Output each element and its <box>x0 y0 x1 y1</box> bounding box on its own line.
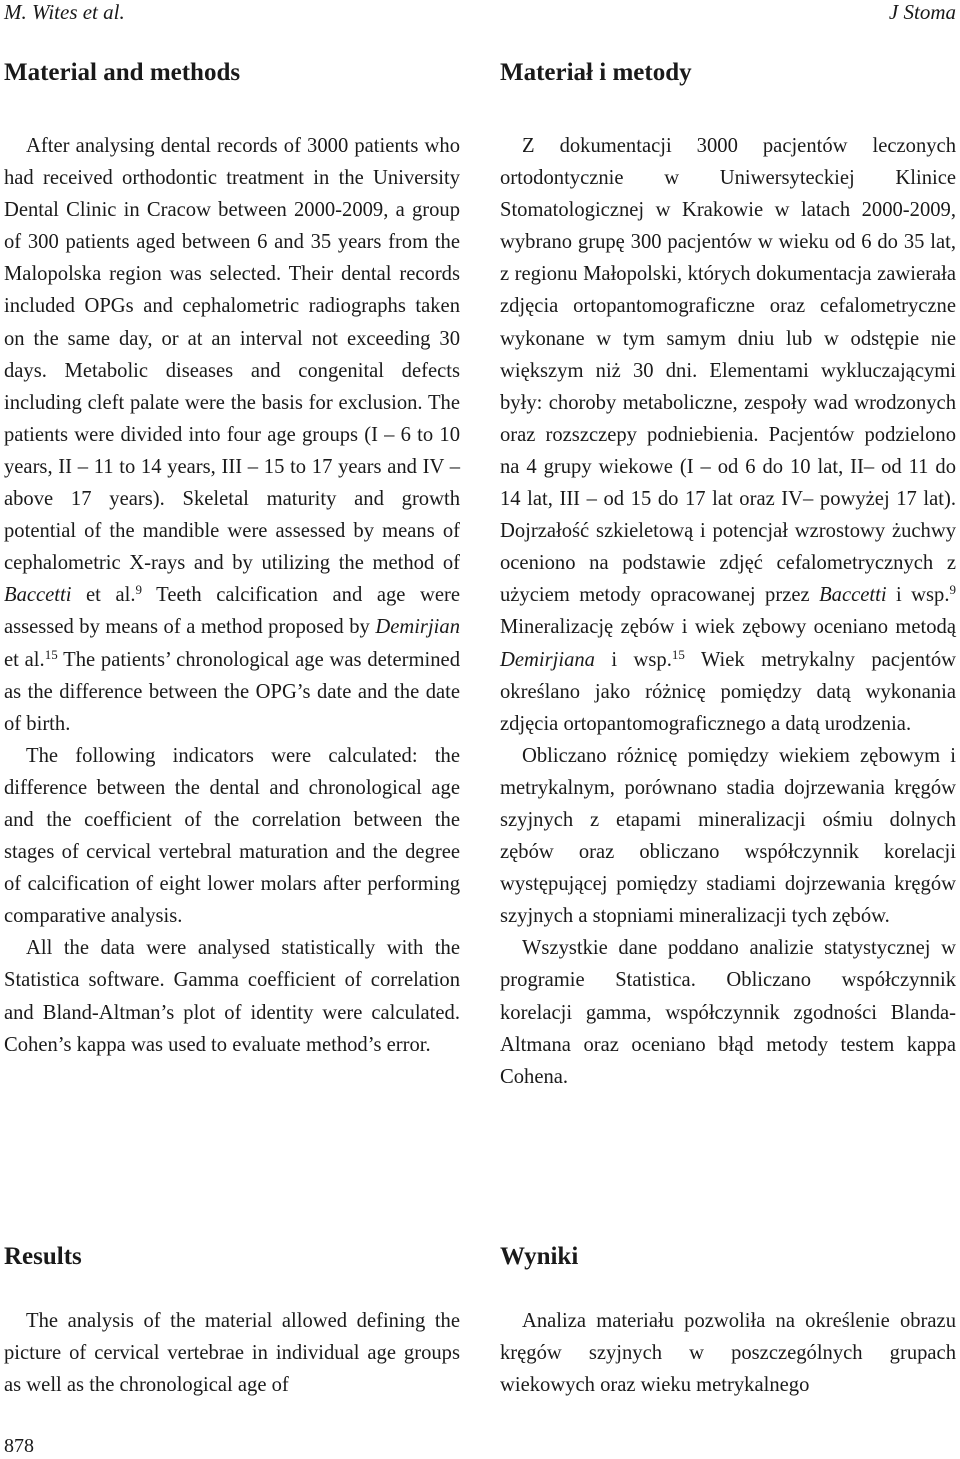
methods-paragraph-1-pl: Z dokumentacji 3000 pacjentów leczonych ortodontycznie w Uniwersyteckiej Klinice Stomatologicznej w Krakowie w latach 2000-2009, wybrano grupę 300 pacjentów w wieku od 6 do 35 lat, z regionu Małopolski, których dokumentacja zawierała zdjęcia ortopantomograficzne oraz cefalometryczne wykonane w tym samym dniu lub w odstępie nie większym niż 30 dni. Elementami wykluczającymi były: choroby metaboliczne, zespoły wad wrodzonych oraz rozszczepy podniebienia. Pacjentów podzielono na 4 grupy wiekowe (I – od 6 do 10 lat, II– od 11 do 14 lat, III – od 15 do 17 lat oraz IV– powyżej 17 lat). Dojrzałość szkieletową i potencjał wzrostowy żuchwy oceniono na podstawie zdjęć cefalometrycznych z użyciem metody opracowanej przez Baccetti i wsp.$^9$ Mineralizację zębów i wiek zębowy oceniano metodą Demirjiana i wsp.$^{15}$ Wiek metrykalny pacjentów określano jako różnicę pomiędzy datą wykonania zdjęcia ortopantomograficznego a datą urodzenia. <box>500 135 956 735</box>
section-heading-results-pl: Wyniki <box>500 1243 579 1270</box>
author-name-italic: Demirjiana <box>500 648 595 671</box>
section-heading-methods-pl: Materiał i metody <box>500 59 692 86</box>
running-header-journal: J Stoma <box>888 0 956 24</box>
methods-paragraph-3-pl: Wszystkie dane poddano analizie statystycznej w programie Statistica. Obliczano współczynnik korelacji gamma, współczynnik zgodności Blanda-Altmana oraz oceniano błąd metody testem kappa Cohena. <box>500 937 956 1088</box>
citation-superscript: 9 <box>949 582 956 598</box>
results-paragraph-pl: Analiza materiału pozwoliła na określenie obrazu kręgów szyjnych w poszczególnych grupach wiekowych oraz wieku metrykalnego <box>500 1310 956 1397</box>
methods-paragraph-1: After analysing dental records of 3000 patients who had received orthodontic treatment in the University Dental Clinic in Cracow between 2000-2009, a group of 300 patients aged between 6 and 35 years from the Malopolska region was selected. Their dental records included OPGs and cephalometric radiographs taken on the same day, or at an interval not exceeding 30 days. Metabolic diseases and congenital defects including cleft palate were the basis for exclusion. The patients were divided into four age groups (I – 6 to 10 years, II – 11 to 14 years, III – 15 to 17 years and IV – above 17 years). Skeletal maturity and growth potential of the mandible were assessed by means of cephalometric X-rays and by utilizing the method of Baccetti et al.$^9$ Teeth calcification and age were assessed by means of a method proposed by Demirjian et al.$^{15}$ The patients’ chronological age was determined as the difference between the OPG’s date and the date of birth. <box>4 135 460 735</box>
citation-superscript: 15 <box>671 646 685 662</box>
results-paragraph: The analysis of the material allowed defining the picture of cervical vertebrae in individual age groups as well as the chronological age of <box>4 1310 460 1397</box>
methods-paragraph-2: The following indicators were calculated: the difference between the dental and chronological age and the coefficient of the correlation between the stages of cervical vertebral maturation and the degree of calcification of eight lower molars after performing comparative analysis. <box>4 744 460 928</box>
running-header-authors: M. Wites et al. <box>4 0 125 24</box>
methods-paragraph-2-pl: Obliczano różnicę pomiędzy wiekiem zębowym i metrykalnym, porównano stadia dojrzewania kręgów szyjnych z etapami mineralizacji ośmiu dolnych zębów oraz obliczano współczynnik korelacji występującej pomiędzy stadiami dojrzewania kręgów szyjnych a stopniami mineralizacji tych zębów. <box>500 744 956 928</box>
author-name-italic: Baccetti <box>4 584 72 607</box>
section-heading-methods: Material and methods <box>4 59 241 86</box>
citation-superscript: 15 <box>44 646 58 662</box>
section-heading-results: Results <box>4 1243 82 1270</box>
page-number: 878 <box>4 1435 34 1457</box>
polish-column <box>500 56 956 1093</box>
author-name-italic: Demirjian <box>375 616 460 639</box>
methods-paragraph-3: All the data were analysed statistically with the Statistica software. Gamma coefficient of correlation and Bland-Altman’s plot of identity were calculated. Cohen’s kappa was used to evaluate method’s error. <box>4 937 460 1056</box>
english-column <box>4 56 460 1061</box>
citation-superscript: 9 <box>135 582 142 598</box>
author-name-italic: Baccetti <box>819 584 887 607</box>
